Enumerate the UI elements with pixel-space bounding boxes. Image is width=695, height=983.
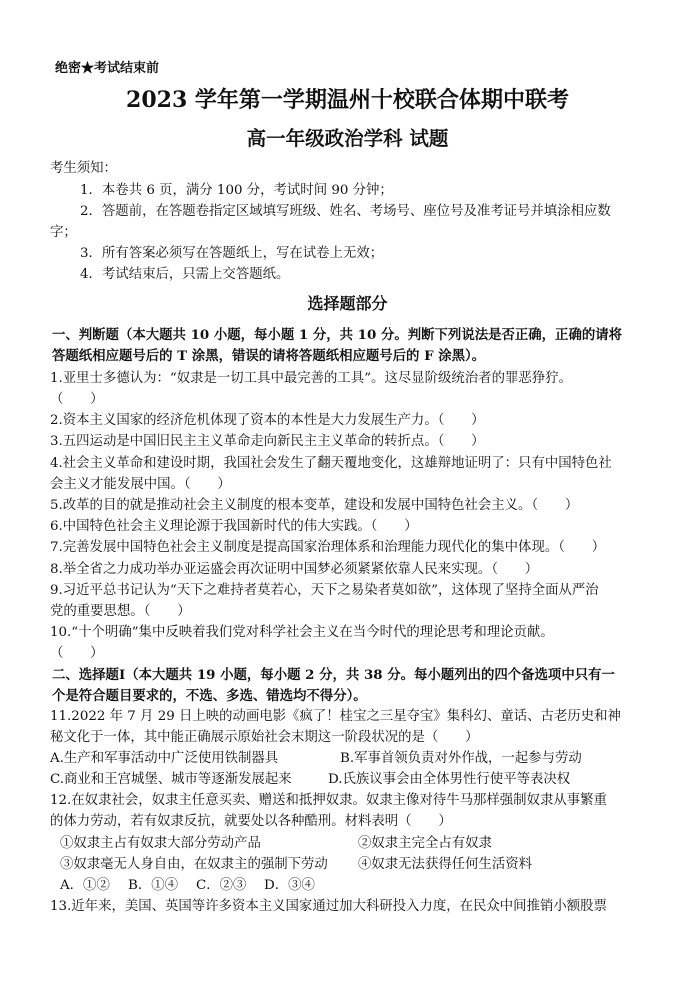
q12-statement: ①奴隶主占有奴隶大部分劳动产品 [60, 836, 261, 851]
q12-option-c: C．②③ [196, 878, 247, 893]
question-line: （ ） [50, 646, 104, 661]
notice-item: 1．本卷共 6 页，满分 100 分，考试时间 90 分钟； [80, 183, 393, 198]
question-line: 会主义才能发展中国。（ ） [50, 477, 231, 492]
q11-options-row [50, 769, 650, 791]
question-line: 4.社会主义革命和建设时期，我国社会发生了翻天覆地变化，这雄辩地证明了：只有中国特色社 [50, 456, 612, 471]
question-line: 5.改革的目的就是推动社会主义制度的根本变革，建设和发展中国特色社会主义。（ ） [50, 498, 579, 513]
q12-stem: 的体力劳动，若有奴隶反抗，就要处以各种酷刑。材料表明（ ） [50, 814, 452, 829]
q11-option-b: B.军事首领负责对外作战，一起参与劳动 [340, 751, 582, 766]
q12-statement: ②奴隶主完全占有奴隶 [358, 836, 492, 851]
part1-heading: 答题纸相应题号后的 T 涂黑，错误的请将答题纸相应题号后的 F 涂黑）。 [52, 348, 486, 364]
exam-title: 2023 学年第一学期温州十校联合体期中联考 [126, 87, 569, 113]
exam-subtitle: 高一年级政治学科 试题 [246, 127, 449, 150]
q12-option-d: D．③④ [264, 878, 315, 893]
part2-heading: 个是符合题目要求的，不选、多选、错选均不得分）。 [52, 688, 367, 704]
question-line: 2.资本主义国家的经济危机体现了资本的本性是大力发展生产力。（ ） [50, 413, 485, 428]
question-line: 1.亚里士多德认为：“奴隶是一切工具中最完善的工具”。这尽显阶级统治者的罪恶狰狞。 [50, 371, 572, 386]
q11-option-a: A.生产和军事活动中广泛使用铁制器具 [50, 751, 279, 766]
confidential-label: 绝密★考试结束前 [55, 61, 160, 76]
question-line: 10.“十个明确”集中反映着我们党对科学社会主义在当今时代的理论思考和理论贡献。 [50, 625, 554, 640]
q12-statements-row [60, 833, 660, 855]
q12-option-a: A．①② [60, 878, 110, 893]
notice-item: 字； [50, 225, 77, 240]
q12-statement: ④奴隶无法获得任何生活资料 [358, 857, 533, 872]
q13-stem: 13.近年来，美国、英国等许多资本主义国家通过加大科研投入力度，在民众中间推销小额股票 [50, 899, 607, 914]
question-line: 8.举全省之力成功举办亚运盛会再次证明中国梦必须紧紧依靠人民来实现。（ ） [50, 562, 539, 577]
q12-statements-row [60, 854, 660, 876]
section-title: 选择题部分 [307, 294, 388, 313]
q11-stem: 11.2022 年 7 月 29 日上映的动画电影《疯了！桂宝之三星夺宝》集科幻、童话、古老历史和神 [50, 709, 621, 724]
q12-statement: ③奴隶毫无人身自由，在奴隶主的强制下劳动 [60, 857, 328, 872]
q11-option-c: C.商业和王宫城堡、城市等逐渐发展起来 [50, 772, 292, 787]
part2-heading: 二、选择题Ⅰ（本大题共 19 小题，每小题 2 分，共 38 分。每小题列出的四个备选项中只有一 [52, 667, 615, 683]
q12-options-row [60, 875, 660, 897]
question-line: 9.习近平总书记认为“天下之难持者莫若心，天下之易染者莫如欲”，这体现了坚持全面从严治 [50, 583, 599, 598]
q11-stem: 秘文化于一体，其中能正确展示原始社会末期这一阶段状况的是（ ） [50, 730, 479, 745]
question-line: （ ） [50, 392, 104, 407]
question-line: 3.五四运动是中国旧民主主义革命走向新民主主义革命的转折点。（ ） [50, 434, 485, 449]
question-line: 6.中国特色社会主义理论源于我国新时代的伟大实践。（ ） [50, 519, 418, 534]
q12-stem: 12.在奴隶社会，奴隶主任意买卖、赠送和抵押奴隶。奴隶主像对待牛马那样强制奴隶从事繁重 [50, 793, 607, 808]
notice-item: 2．答题前，在答题卷指定区域填写班级、姓名、考场号、座位号及准考证号并填涂相应数 [80, 204, 611, 219]
question-line: 7.完善发展中国特色社会主义制度是提高国家治理体系和治理能力现代化的集中体现。（ ） [50, 540, 606, 555]
notice-item: 4．考试结束后，只需上交答题纸。 [80, 267, 290, 282]
q12-option-b: B．①④ [128, 878, 179, 893]
q11-options-row [50, 748, 650, 770]
notice-item: 3．所有答案必须写在答题纸上，写在试卷上无效； [80, 246, 384, 261]
question-line: 党的重要思想。（ ） [50, 604, 191, 619]
q11-option-d: D.氏族议事会由全体男性行使平等表决权 [328, 772, 571, 787]
part1-heading: 一、判断题（本大题共 10 小题，每小题 1 分，共 10 分。判断下列说法是否正确，正确的请将 [52, 327, 623, 343]
notice-heading: 考生须知： [50, 161, 117, 176]
